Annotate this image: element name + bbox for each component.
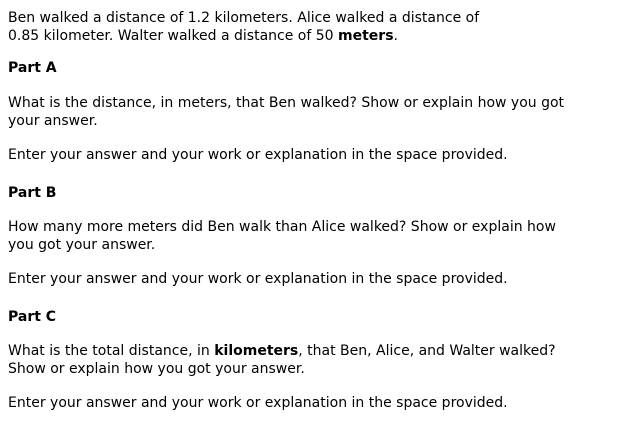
intro-line-2-bold: meters: [338, 28, 394, 44]
part-c-question: [8, 342, 628, 378]
intro-line-2-pre: 0.85 kilometer. Walter walked a distance of 50: [8, 28, 339, 44]
part-c-question-line-1-pre: What is the total distance, in: [8, 343, 215, 359]
intro-line-2-post: .: [393, 28, 398, 44]
problem-intro: [8, 9, 628, 45]
part-a-question-line-1: What is the distance, in meters, that Ben walked? Show or explain how you got: [8, 95, 565, 111]
part-a-heading: Part A: [8, 60, 57, 76]
part-b-instruction: Enter your answer and your work or explanation in the space provided.: [8, 271, 508, 287]
part-a-instruction: Enter your answer and your work or explanation in the space provided.: [8, 147, 508, 163]
part-c-heading: Part C: [8, 309, 57, 325]
part-c-question-line-1-bold: kilometers: [214, 343, 299, 359]
problem-content: [8, 9, 628, 412]
part-c-question-line-2: Show or explain how you got your answer.: [8, 361, 305, 377]
part-b-question-line-2: you got your answer.: [8, 237, 156, 253]
part-a-question: [8, 94, 628, 130]
part-c-question-line-1-post: , that Ben, Alice, and Walter walked?: [298, 343, 556, 359]
part-b-heading: Part B: [8, 185, 57, 201]
part-b-question-line-1: How many more meters did Ben walk than Alice walked? Show or explain how: [8, 219, 556, 235]
part-b-question: [8, 218, 628, 254]
intro-line-1: Ben walked a distance of 1.2 kilometers. Alice walked a distance of: [8, 10, 480, 26]
part-c-instruction: Enter your answer and your work or explanation in the space provided.: [8, 395, 508, 411]
part-a-question-line-2: your answer.: [8, 113, 98, 129]
